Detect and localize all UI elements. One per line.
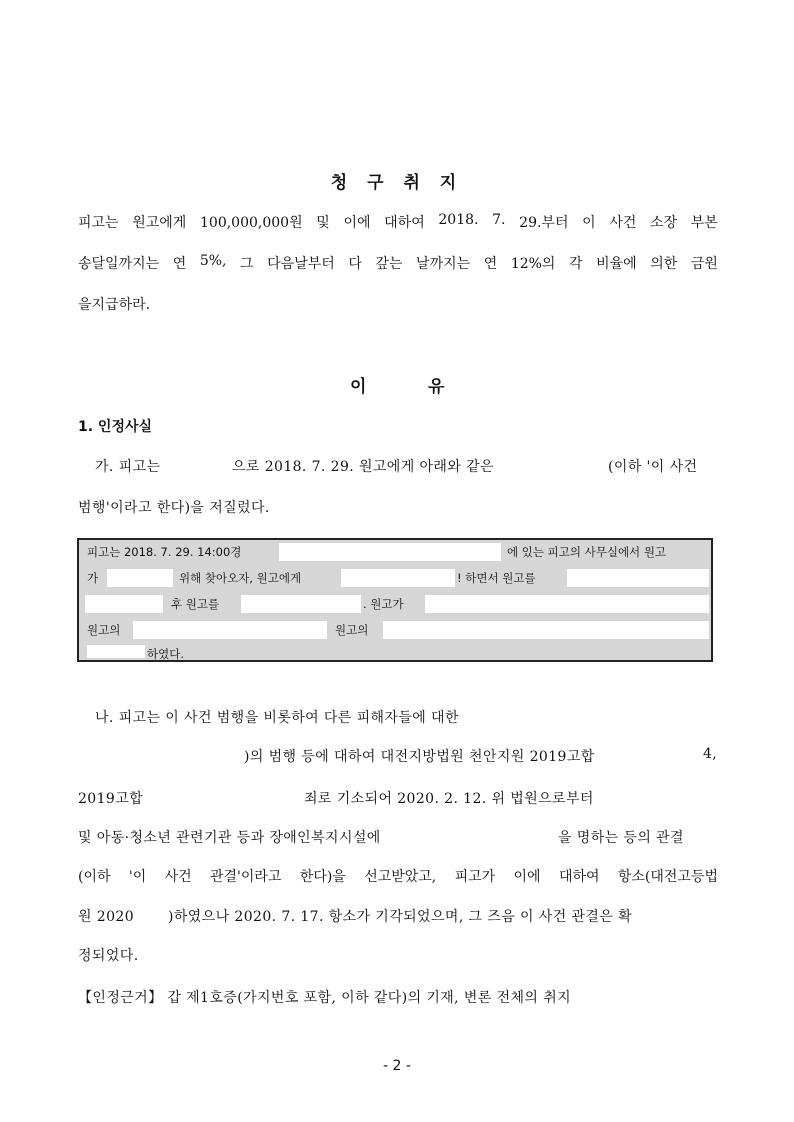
- para-word: 한다)을: [299, 869, 346, 885]
- redaction: [241, 595, 361, 613]
- claim-word: 송달일까지는: [78, 256, 160, 272]
- para-ga-line-1c: (이하 '이 사건: [608, 459, 698, 475]
- para-word: '이: [128, 869, 147, 885]
- para-na-line-2a: )의 범행 등에 대하여 대전지방법원 천안지원 2019고합: [244, 749, 595, 765]
- para-ga-line-1b: 으로 2018. 7. 29. 원고에게 아래와 같은: [232, 459, 494, 475]
- para-na-line-5: [78, 866, 718, 886]
- box-row5: 하였다.: [147, 647, 184, 661]
- claim-line-2: [78, 253, 718, 273]
- claim-word: 사건: [609, 215, 637, 231]
- box-row3-a: 후 원고를: [171, 597, 220, 611]
- box-row3-b: . 원고가: [363, 597, 404, 611]
- para-na-line-4b: 을 명하는 등의 관결: [558, 830, 684, 846]
- para-na-line-6b: )하였으나 2020. 7. 17. 항소가 기각되었으며, 그 즈음 이 사건 관결은 확: [168, 909, 633, 925]
- para-word: 사건: [164, 869, 192, 885]
- para-na-line-6a: 원 2020: [78, 909, 135, 925]
- para-na-line-2b: 4,: [703, 746, 718, 762]
- para-word: 관결'이라고: [209, 869, 282, 885]
- claim-word: 부본: [690, 215, 718, 231]
- claim-word: 이: [582, 215, 596, 231]
- evidence-line: 【인정근거】 갑 제1호증(가지번호 포함, 이하 같다)의 기재, 변론 전체의 취지: [78, 990, 572, 1006]
- claim-word: 날까지는: [416, 256, 471, 272]
- para-na-line-3b: 죄로 기소되어 2020. 2. 12. 위 법원으로부터: [304, 791, 594, 807]
- para-word: 항소(대전고등법: [617, 869, 718, 885]
- para-word: (이하: [78, 869, 111, 885]
- para-word: 이에: [513, 869, 541, 885]
- para-word: 대하여: [558, 869, 600, 885]
- claim-word: 지급하라.: [91, 297, 151, 313]
- para-ga-line-2: 범행'이라고 한다)을 저질렀다.: [78, 500, 270, 516]
- incident-box: [77, 538, 713, 662]
- para-na-line-7: 정되었다.: [78, 948, 139, 964]
- claim-word: 12%의: [510, 256, 556, 272]
- claim-word: 및: [316, 215, 330, 231]
- claim-title: 청 구 취 지: [330, 173, 464, 193]
- claim-word: 연: [172, 256, 187, 272]
- box-row1-b: 에 있는 피고의 사무실에서 원고: [507, 545, 667, 559]
- redaction: [107, 569, 173, 587]
- claim-word: 갚는: [375, 256, 403, 272]
- claim-word: 5%,: [199, 253, 227, 269]
- page-number: - 2 -: [383, 1058, 411, 1074]
- box-row2-c: ! 하면서 원고를: [457, 571, 536, 585]
- redaction: [87, 645, 145, 658]
- reasons-title-right: 유: [428, 377, 452, 397]
- redaction: [133, 621, 327, 639]
- redaction: [425, 595, 709, 613]
- claim-word: 대하여: [384, 215, 425, 231]
- redaction: [279, 543, 501, 561]
- claim-word: 이에: [343, 215, 371, 231]
- redaction: [383, 621, 709, 639]
- redaction: [567, 569, 709, 587]
- claim-word: 비율에: [596, 256, 637, 272]
- para-na-line-3a: 2019고합: [78, 791, 144, 807]
- redaction: [85, 595, 163, 613]
- claim-word: 다음날부터: [267, 256, 335, 272]
- claim-line-3: [78, 294, 718, 314]
- claim-word: 피고는: [78, 215, 119, 231]
- claim-line-1: [78, 212, 718, 232]
- claim-word: 7.: [492, 212, 506, 228]
- claim-word: 의한: [650, 256, 678, 272]
- claim-word: 2018.: [438, 212, 479, 228]
- claim-word: 그: [240, 256, 254, 272]
- para-na-line-1: 나. 피고는 이 사건 범행을 비롯하여 다른 피해자들에 대한: [95, 710, 459, 726]
- para-na-line-4a: 및 아동·청소년 관련기관 등과 장애인복지시설에: [78, 830, 381, 846]
- claim-word: 을: [78, 297, 92, 313]
- box-row1-a: 피고는 2018. 7. 29. 14:00경: [87, 545, 242, 559]
- box-row2-a: 가: [87, 571, 99, 585]
- para-ga-line-1a: 가. 피고는: [95, 459, 161, 475]
- claim-word: 29.부터: [519, 215, 569, 231]
- claim-word: 100,000,000원: [200, 215, 303, 231]
- claim-word: 다: [348, 256, 362, 272]
- claim-word: 금원: [690, 256, 718, 272]
- claim-word: 원고에게: [132, 215, 187, 231]
- claim-word: 소장: [650, 215, 678, 231]
- box-row2-b: 위해 찾아오자, 원고에게: [179, 571, 302, 585]
- claim-word: 각: [569, 256, 583, 272]
- redaction: [341, 569, 455, 587]
- box-row4-b: 원고의: [335, 623, 369, 637]
- box-row4-a: 원고의: [87, 623, 121, 637]
- claim-word: 연: [483, 256, 498, 272]
- section-heading: 1. 인정사실: [78, 419, 153, 435]
- para-word: 피고가: [454, 869, 496, 885]
- para-word: 선고받았고,: [364, 869, 437, 885]
- reasons-title-left: 이: [350, 377, 374, 397]
